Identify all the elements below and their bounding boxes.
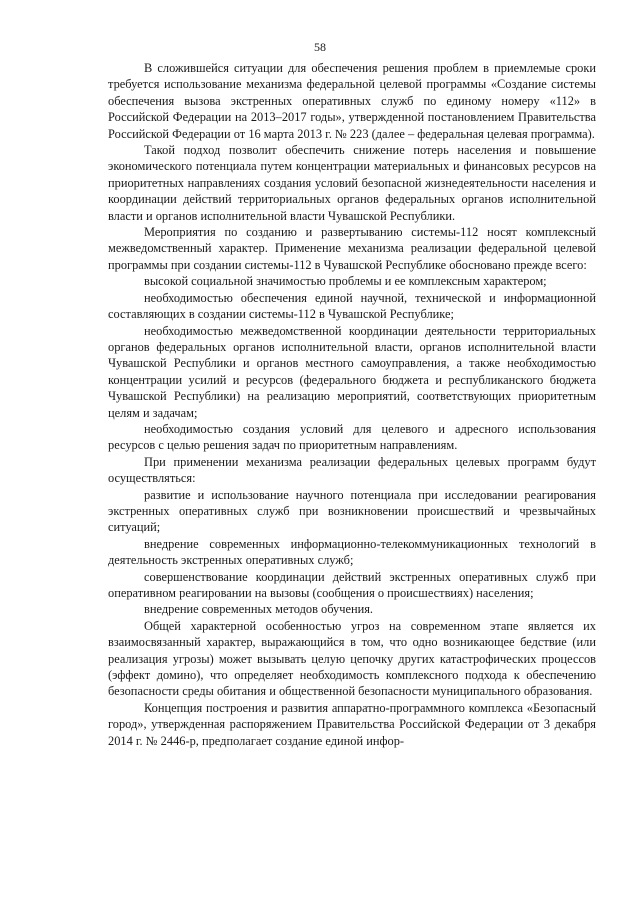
paragraph-approach: Такой подход позволит обеспечить снижение потерь населения и повышение экономического потенциала путем концентрации материальных и финансовых ресурсов на приоритетных направлениях создания условий безопасной жизнедеятельности населения и координации действий территориальных органов федеральных органов исполнительной власти и органов исполнительной власти Чувашской Республики. xyxy=(108,143,596,223)
paragraph-implementation: При применении механизма реализации федеральных целевых программ будут осуществляться: xyxy=(108,454,596,486)
paragraph-threats: Общей характерной особенностью угроз на современном этапе является их взаимосвязанный характер, выражающийся в том, что одно возникающее бедствие (или реализация угрозы) может вызывать целую цепочку других катастрофических процессов (эффект домино), что определяет необходимость комплексного подхода к обеспечению безопасности среды обитания и общественной безопасности муниципального образования. xyxy=(108,618,596,699)
list-item-targeted-resources: необходимостью создания условий для целевого и адресного использования ресурсов с целью решения задач по приоритетным направлениям. xyxy=(108,421,596,453)
list-item-unified-components: необходимостью обеспечения единой научной, технической и информационной составляющих в создании системы-112 в Чувашской Республике; xyxy=(108,290,596,322)
list-item-scientific-potential: развитие и использование научного потенциала при исследовании реагирования экстренных оперативных служб при возникновении происшествий и чрезвычайных ситуаций; xyxy=(108,487,596,535)
paragraph-safe-city-concept: Концепция построения и развития аппаратно-программного комплекса «Безопасный город», утвержденная распоряжением Правительства Российской Федерации от 3 декабря 2014 г. № 2446-р, предполагает создание единой инфор- xyxy=(108,700,596,748)
body-text xyxy=(108,60,596,749)
list-item-interagency-coordination: необходимостью межведомственной координации деятельности территориальных органов федеральных органов исполнительной власти, органов исполнительной власти Чувашской Республики и органов местного самоуправления, а также необходимостью концентрации усилий и ресурсов (федерального бюджета и республиканского бюджета Чувашской Республики) на реализацию мероприятий, соответствующих приоритетным целям и задачам; xyxy=(108,323,596,420)
list-item-ict-technologies: внедрение современных информационно-телекоммуникационных технологий в деятельность экстренных оперативных служб; xyxy=(108,536,596,568)
page-number: 58 xyxy=(314,40,326,54)
paragraph-measures: Мероприятия по созданию и развертыванию системы-112 носят комплексный межведомственный характер. Применение механизма реализации федеральной целевой программы при создании системы-112 в Чувашской Республике обосновано прежде всего: xyxy=(108,225,596,272)
list-item-training-methods: внедрение современных методов обучения. xyxy=(144,602,374,617)
list-item-coordination-improvement: совершенствование координации действий экстренных оперативных служб при оперативном реагировании на вызовы (сообщения о происшествиях) населения; xyxy=(108,569,596,600)
list-item-social-significance: высокой социальной значимостью проблемы и ее комплексным характером; xyxy=(144,274,547,289)
paragraph-situation: В сложившейся ситуации для обеспечения решения проблем в приемлемые сроки требуется использование механизма федеральной целевой программы «Создание системы обеспечения вызова экстренных оперативных служб по единому номеру «112» в Российской Федерации на 2013–2017 годы», утвержденной постановлением Правительства Российской Федерации от 16 марта 2013 г. № 223 (далее – федеральная целевая программа). xyxy=(108,61,596,141)
